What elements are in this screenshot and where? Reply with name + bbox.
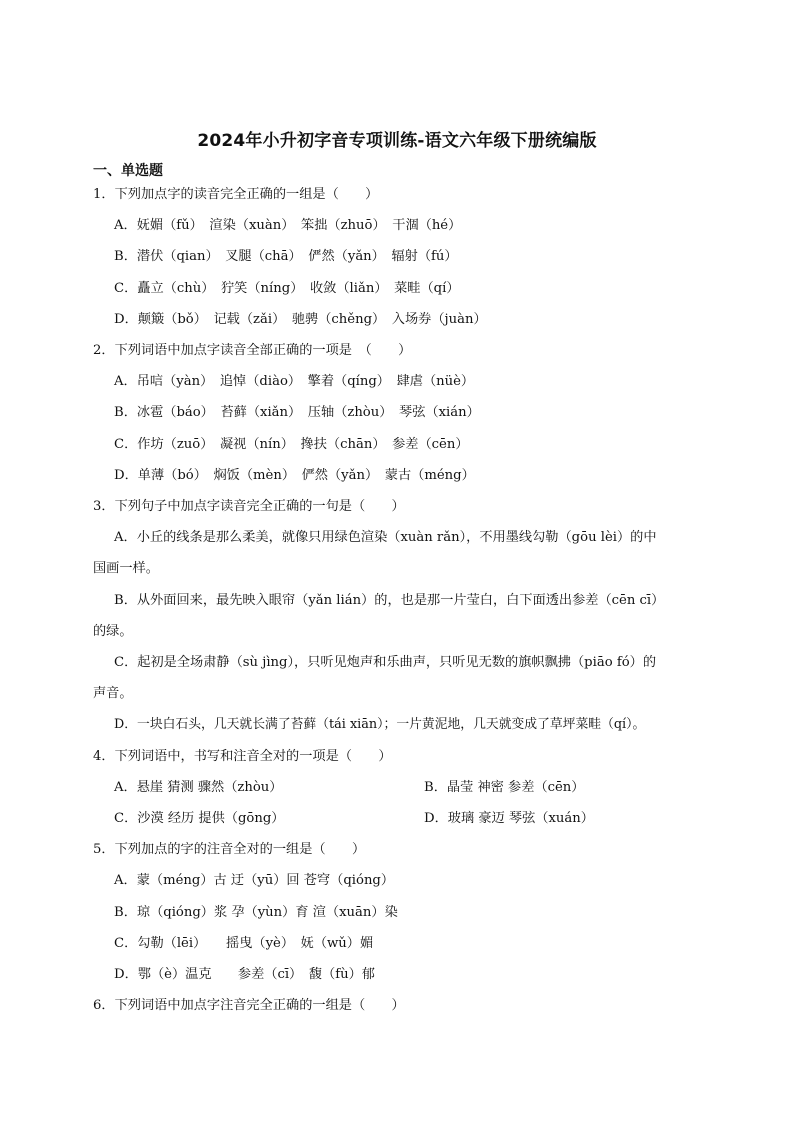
question-1-option-b[interactable]: B．潜伏（qian） 叉腿（chā） 俨然（yǎn） 辐射（fú） [114,249,458,264]
question-3-stem: 3．下列句子中加点字读音完全正确的一句是（ ） [93,499,405,514]
question-2-stem: 2．下列词语中加点字读音全部正确的一项是 （ ） [93,343,412,358]
question-1-option-c[interactable]: C．矗立（chù） 狞笑（níng） 收敛（liǎn） 菜畦（qí） [114,281,460,296]
section-heading: 一、单选题 [93,163,163,179]
question-4-option-d[interactable]: D．玻璃 豪迈 琴弦（xuán） [424,811,594,826]
question-3-option-c-continued: 声音。 [93,686,133,701]
question-3-option-a[interactable]: A．小丘的线条是那么柔美，就像只用绿色渲染（xuàn rǎn），不用墨线勾勒（gōu lèi）的中 [114,530,657,545]
question-2-option-a[interactable]: A．吊唁（yàn） 追悼（diào） 擎着（qíng） 肆虐（nüè） [114,374,475,389]
question-3-option-a-continued: 国画一样。 [93,561,159,576]
question-2-option-b[interactable]: B．冰雹（báo） 苔藓（xiǎn） 压轴（zhòu） 琴弦（xián） [114,405,480,420]
question-5-stem: 5．下列加点的字的注音全对的一组是（ ） [93,842,366,857]
question-4-option-c[interactable]: C．沙漠 经历 提供（gōng） [114,811,285,826]
question-4-option-b[interactable]: B．晶莹 神密 参差（cēn） [424,780,585,795]
question-5-option-c[interactable]: C．勾勒（lēi） 摇曳（yè） 妩（wǔ）媚 [114,936,374,951]
question-3-option-b[interactable]: B．从外面回来，最先映入眼帘（yǎn lián）的，也是那一片莹白，白下面透出参差（cēn cī） [114,593,665,608]
question-5-option-d[interactable]: D．鄂（è）温克 参差（cī） 馥（fù）郁 [114,967,375,982]
question-2-option-d[interactable]: D．单薄（bó） 焖饭（mèn） 俨然（yǎn） 蒙古（méng） [114,468,475,483]
question-1-stem: 1．下列加点字的读音完全正确的一组是（ ） [93,187,379,202]
question-5-option-b[interactable]: B．琼（qióng）浆 孕（yùn）育 渲（xuān）染 [114,905,398,920]
question-5-option-a[interactable]: A．蒙（méng）古 迂（yū）回 苍穹（qióng） [114,873,395,888]
question-4-stem: 4．下列词语中，书写和注音全对的一项是（ ） [93,749,392,764]
question-3-option-d[interactable]: D．一块白石头，几天就长满了苔藓（tái xiān）；一片黄泥地，几天就变成了草坪菜畦（qí）。 [114,717,646,732]
question-4-option-a[interactable]: A．悬崖 猜测 骤然（zhòu） [114,780,283,795]
question-6-stem: 6．下列词语中加点字注音完全正确的一组是（ ） [93,998,405,1013]
question-1-option-a[interactable]: A．妩媚（fǔ） 渲染（xuàn） 笨拙（zhuō） 干涸（hé） [114,218,462,233]
question-3-option-c[interactable]: C．起初是全场肃静（sù jìng），只听见炮声和乐曲声，只听见无数的旗帜飘拂（piāo fó）的 [114,655,657,670]
question-2-option-c[interactable]: C．作坊（zuō） 凝视（nín） 搀扶（chān） 参差（cēn） [114,437,469,452]
question-1-option-d[interactable]: D．颠簸（bǒ） 记载（zǎi） 驰骋（chěng） 入场券（juàn） [114,312,487,327]
page-title: 2024年小升初字音专项训练-语文六年级下册统编版 [197,131,597,151]
question-3-option-b-continued: 的绿。 [93,624,133,639]
